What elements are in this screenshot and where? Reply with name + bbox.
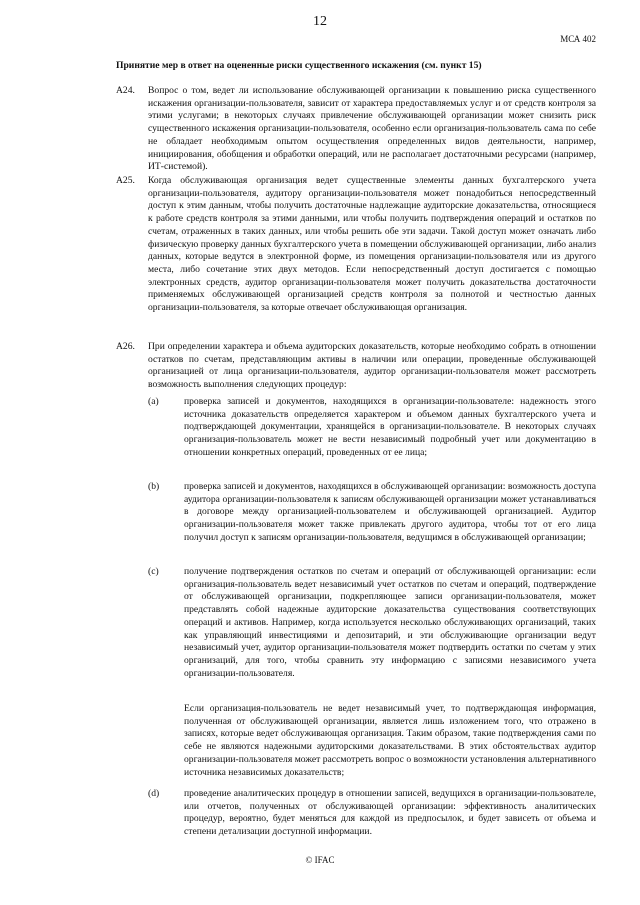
paragraph-number: A25. [116, 175, 135, 186]
footer-copyright: © IFAC [305, 855, 335, 865]
paragraph-text: Вопрос о том, ведет ли использование обслуживающей организации к повышению риска существенного искажения организации-пользователя, зависит от характера предоставляемых услуг и от средств контроля за этими услугами; в некоторых случаях привлечение обслуживающей организации может снизить риск существенного искажения организации-пользователя, особенно если организация-пользователь сама по себе не обладает необходимым опытом осуществления определенных видов деятельности, например, инициирования, обобщения и обработки операций, или не располагает достаточными ресурсами (например, ИТ-системой). [148, 85, 596, 173]
list-item-d [148, 788, 596, 839]
list-item-c-continuation: Если организация-пользователь не ведет независимый учет, то подтверждающая информация, полученная от обслуживающей организации, является лишь изложением того, что отражено в записях, которые ведет обслуживающая организация. Таким образом, такие подтверждения сами по себе не являются надежными аудиторскими доказательствами. В этих обстоятельствах аудитор организации-пользователя может рассмотреть вопрос о возможности установления альтернативного источника независимых доказательств; [184, 703, 596, 778]
list-item-text: проведение аналитических процедур в отношении записей, ведущихся в организации-пользователе, или отчетов, полученных от обслуживающей организации: эффективность аналитических процедур, вероятно, будет меняться для каждой из предпосылок, и будет зависеть от объема и степени детализации доступной информации. [184, 788, 596, 838]
list-item-letter: (b) [148, 481, 160, 492]
section-heading: Принятие мер в ответ на оцененные риски существенного искажения (см. пункт 15) [116, 60, 482, 71]
list-item-letter: (c) [148, 566, 159, 577]
paragraph-text: При определении характера и объема аудиторских доказательств, которые необходимо собрать в отношении остатков по счетам, представляющим активы в наличии или операции, проведенные обслуживающей организацией от лица организации-пользователя, аудитор организации-пользователя может рассмотреть возможность выполнения следующих процедур: [148, 341, 596, 391]
list-item-letter: (a) [148, 396, 159, 407]
list-item-b [148, 481, 596, 545]
list-item-a [148, 396, 596, 460]
paragraph-number: A24. [116, 85, 135, 96]
page-number: 12 [313, 14, 327, 29]
paragraph-text: Когда обслуживающая организация ведет существенные элементы данных бухгалтерского учета организации-пользователя, аудитору организации-пользователя может понадобиться непосредственный доступ к этим данным, чтобы получить достаточные надлежащие аудиторские доказательства, относящиеся к работе средств контроля за этими данными, или чтобы получить подтверждения операций и остатков по счетам, отраженных в таких данных, или чтобы решить обе эти задачи. Такой доступ может означать либо физическую проверку данных бухгалтерского учета в помещении обслуживающей организации, либо анализ данных, которые ведутся в электронной форме, из помещения организации-пользователя или из другого места, либо сочетание этих двух методов. Если непосредственный доступ достигается с помощью электронных средств, аудитор организации-пользователя может получить доказательства достаточности применяемых обслуживающей организацией средств контроля за полнотой и честностью данных организации-пользователя, за которые отвечает обслуживающая организация. [148, 175, 596, 314]
list-item-text: проверка записей и документов, находящихся в организации-пользователе: надежность этого источника доказательств определяется характером и объемом данных бухгалтерского учета и подтверждающей документации, хранящейся в организации-пользователе. В некоторых случаях организация-пользователь может не вести независимый подробный учет или документацию в отношении конкретных операций, проведенных от ее лица; [184, 396, 596, 458]
list-item-c [148, 566, 596, 680]
paragraph-number: A26. [116, 341, 135, 352]
paragraph-a25 [116, 175, 596, 315]
list-item-letter: (d) [148, 788, 160, 799]
list-item-text: проверка записей и документов, находящихся в обслуживающей организации: возможность доступа аудитора организации-пользователя к записям обслуживающей организации может устанавливаться в договоре между организацией-пользователем и обслуживающей организацией. Аудитор организации-пользователя может также привлекать другого аудитора, чтобы тот от его лица получил доступ к записям организации-пользователя, ведущимся в обслуживающей организации; [184, 481, 596, 543]
list-item-text: получение подтверждения остатков по счетам и операций от обслуживающей организации: если организация-пользователь ведет независимый учет остатков по счетам и операций, подтверждение от обслуживающей организации, подкрепляющее записи организации-пользователя, может представлять собой надежные аудиторские доказательства существования соответствующих операций и активов. Например, когда используется несколько обслуживающих организаций, таких как управляющий инвестициями и депозитарий, и эти обслуживающие организации ведут независимый учет, аудитор организации-пользователя может подтвердить остатки по счетам у этих организаций, для того, чтобы сравнить эту информацию с записями независимого учета организации-пользователя. [184, 566, 596, 679]
doc-code: МСА 402 [560, 34, 596, 44]
paragraph-a26 [116, 341, 596, 392]
paragraph-a24 [116, 85, 596, 174]
